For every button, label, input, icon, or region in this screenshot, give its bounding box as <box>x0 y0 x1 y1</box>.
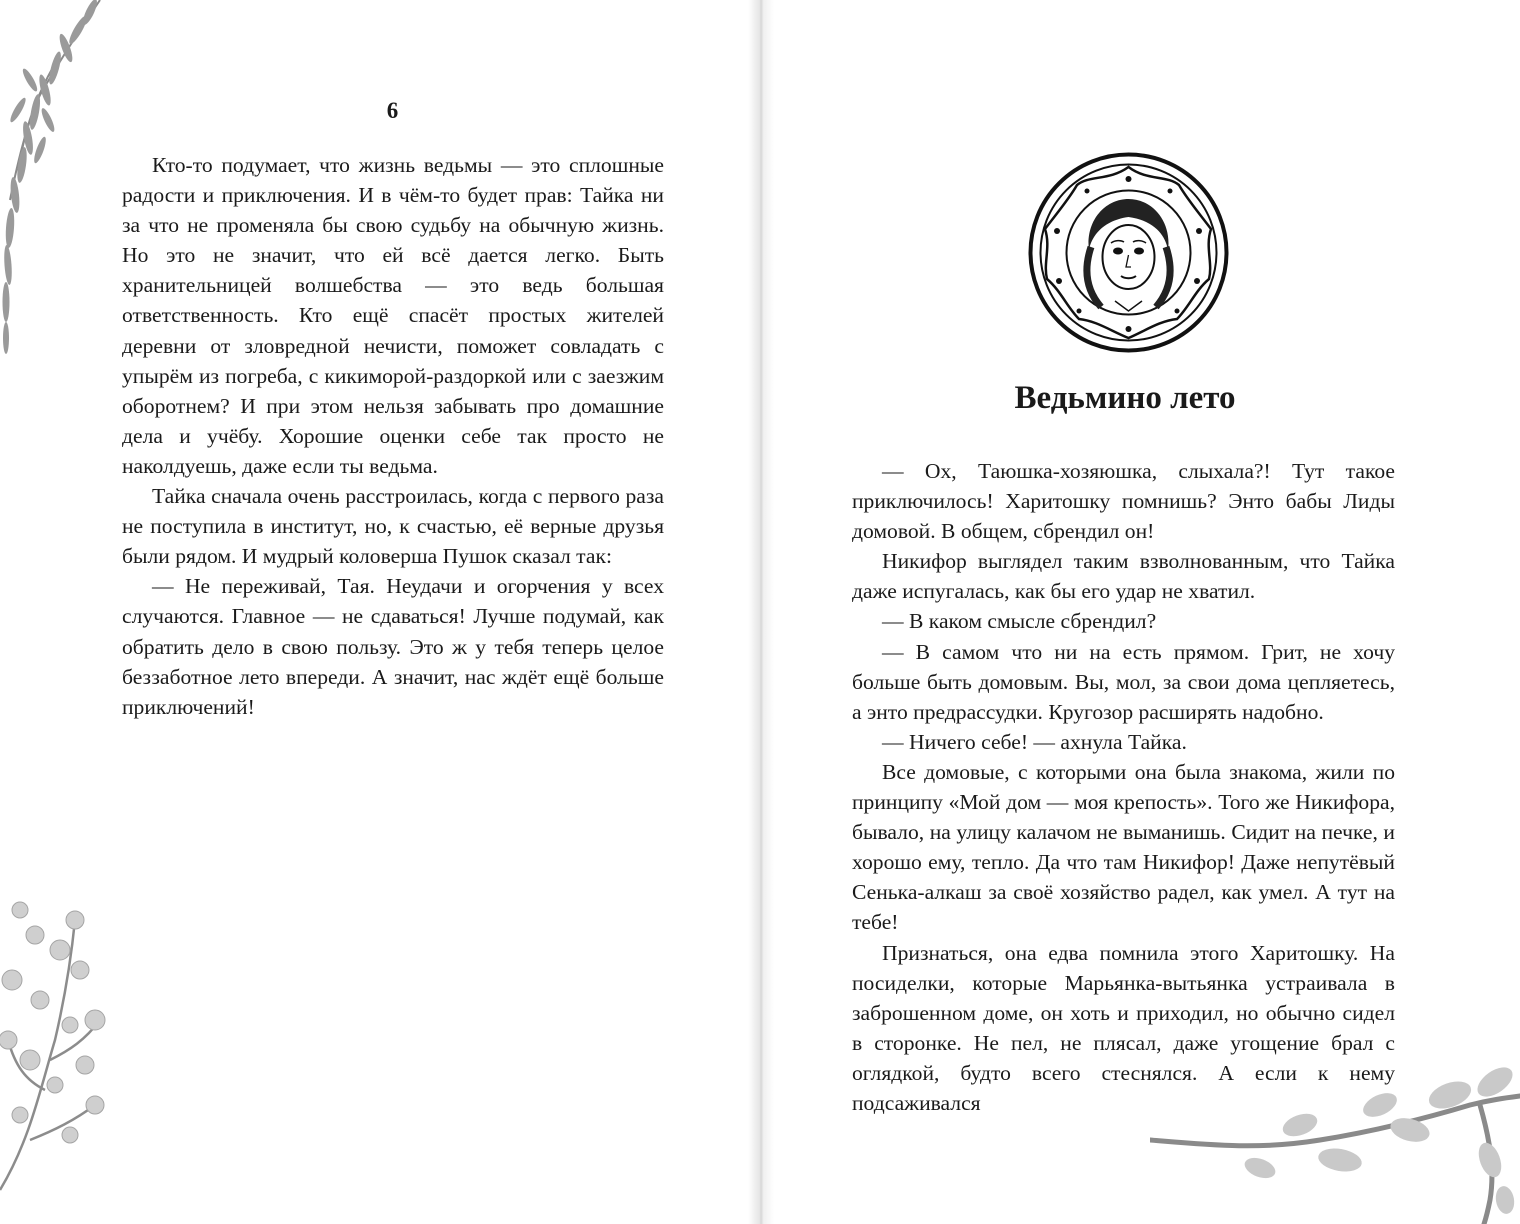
paragraph: Все домовые, с которыми она была знакома, жили по принципу «Мой дом — моя крепость». Того же Никифора, бывало, на улицу калачом не выманишь. Сидит на печке, и хорошо ему, тепло. Да что там Никифор! Даже непутёвый Сенька-алкаш за своё хозяйство радел, как умел. А тут на тебе! <box>852 759 1395 935</box>
blossom-branch-icon <box>0 890 115 1224</box>
chapter-title: Ведьмино лето <box>1014 380 1236 416</box>
paragraph: — Ох, Таюшка-хозяюшка, слыхала?! Тут такое приключилось! Харитошку помнишь? Энто бабы Лиды домовой. В общем, сбрендил он! <box>852 459 1395 544</box>
left-text-block <box>122 150 664 722</box>
paragraph: Кто-то подумает, что жизнь ведьмы — это сплошные радости и приключения. И в чём-то будет прав: Тайка ни за что не променяла бы свою судьбу на обычную жизнь. Но это не значит, что ей всё дается легко. Быть хранительницей волшебства — это ведь большая ответственность. Кто ещё спасёт простых жителей деревни от зловредной нечисти, поможет совладать с упырём из погреба, с кикиморой-раздоркой или с заезжим оборотнем? И при этом нельзя забывать про домашние дела и учёбу. Хорошие оценки себе так просто не наколдуешь, даже если ты ведьма. <box>122 153 664 478</box>
gutter-shadow <box>748 0 774 1224</box>
paragraph: Тайка сначала очень расстроилась, когда с первого раза не поступила в институт, но, к счастью, её верные друзья были рядом. И мудрый коловерша Пушок сказал так: <box>122 484 664 569</box>
girl-portrait-medallion-icon <box>1027 151 1230 354</box>
paragraph: — В самом что ни на есть прямом. Грит, не хочу больше быть домовым. Вы, мол, за свои дома цепляетесь, а энто предрассудки. Кругозор расширять надобно. <box>852 639 1395 724</box>
page-number: 6 <box>386 98 399 123</box>
paragraph: Никифор выглядел таким взволнованным, что Тайка даже испугалась, как бы его удар не хватил. <box>852 549 1395 604</box>
right-text-block <box>852 456 1395 1118</box>
paragraph: — Не переживай, Тая. Неудачи и огорчения у всех случаются. Главное — не сдаваться! Лучше подумай, как обратить дело в свою пользу. Это ж у тебя теперь целое беззаботное лето впереди. А значит, нас ждёт ещё больше приключений! <box>122 574 664 719</box>
paragraph: Признаться, она едва помнила этого Харитошку. На посиделки, которые Марьянка-вытьянка устраивала в заброшенном доме, он хоть и приходил, но обычно сидел в сторонке. Не пел, не плясал, даже угощение брал с оглядкой, будто всего стеснялся. А если к нему подсаживался <box>852 940 1395 1115</box>
willow-branch-icon <box>0 0 110 360</box>
paragraph: — Ничего себе! — ахнула Тайка. <box>882 729 1187 754</box>
paragraph: — В каком смысле сбрендил? <box>882 609 1157 634</box>
